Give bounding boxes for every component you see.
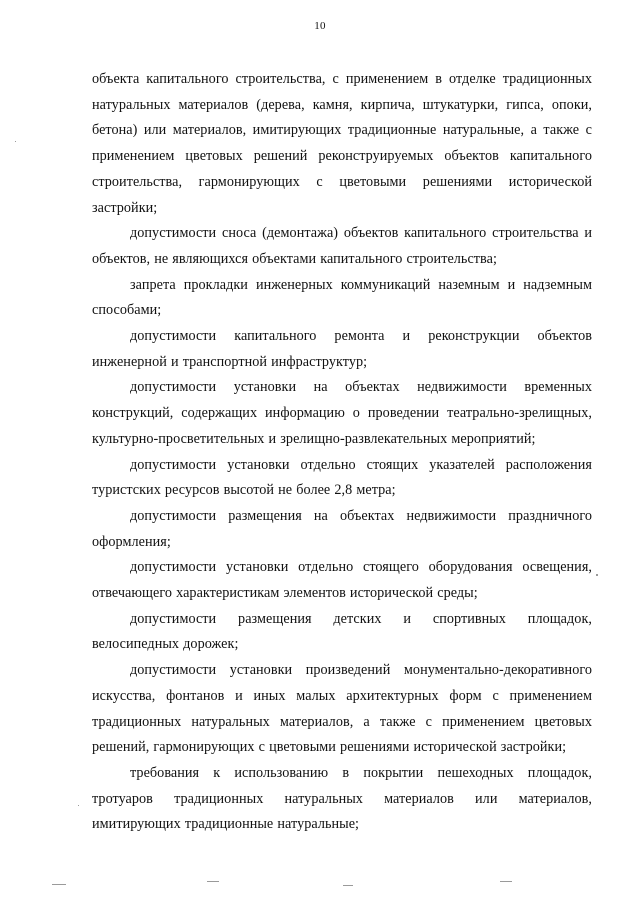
- paragraph-lighting-equipment: допустимости установки отдельно стоящего оборудования освещения, отвечающего характеристикам элементов исторической среды;: [92, 559, 592, 602]
- paragraph-temporary-structures: допустимости установки на объектах недвижимости временных конструкций, содержащих информацию о проведении театрально-зрелищных, культурно-просветительных и зрелищно-развлекательных мероприятий;: [92, 379, 592, 447]
- page-number: 10: [314, 20, 326, 32]
- scan-artifact: [596, 574, 598, 576]
- scan-artifact: [52, 884, 66, 885]
- paragraph-tourist-signs: допустимости установки отдельно стоящих указателей расположения туристских ресурсов высотой не более 2,8 метра;: [92, 456, 592, 499]
- paragraph-festive-decoration: допустимости размещения на объектах недвижимости праздничного оформления;: [92, 507, 592, 550]
- document-body: [92, 67, 592, 838]
- paragraph-pavement-materials: требования к использованию в покрытии пешеходных площадок, тротуаров традиционных натуральных материалов или материалов, имитирующих традиционные натуральные;: [92, 764, 592, 833]
- scan-artifact: [15, 141, 16, 142]
- paragraph-utilities-ban: запрета прокладки инженерных коммуникаций наземным и надземным способами;: [92, 276, 592, 319]
- scan-artifact: [207, 881, 219, 882]
- scan-artifact: [78, 805, 79, 806]
- paragraph-monumental-art: допустимости установки произведений монументально-декоративного искусства, фонтанов и иных малых архитектурных форм с применением традиционных натуральных материалов, а также с применением цветовых решений, гармонирующих с цветовыми решениями исторической застройки;: [92, 662, 592, 756]
- scan-artifact: [500, 881, 512, 882]
- scan-artifact: [343, 885, 353, 886]
- paragraph-infrastructure-repair: допустимости капитального ремонта и реконструкции объектов инженерной и транспортной инфраструктур;: [92, 328, 592, 370]
- paragraph-building-materials: объекта капитального строительства, с применением в отделке традиционных натуральных материалов (дерева, камня, кирпича, штукатурки, гипса, опоки, бетона) или материалов, имитирующих традиционные натуральные, а также с применением цветовых решений реконструируемых объектов капитального строительства, гармонирующих с цветовыми решениями исторической застройки;: [92, 71, 592, 216]
- paragraph-playgrounds-bike-paths: допустимости размещения детских и спортивных площадок, велосипедных дорожек;: [92, 610, 592, 653]
- paragraph-demolition: допустимости сноса (демонтажа) объектов капитального строительства и объектов, не являющихся объектами капитального строительства;: [92, 225, 592, 267]
